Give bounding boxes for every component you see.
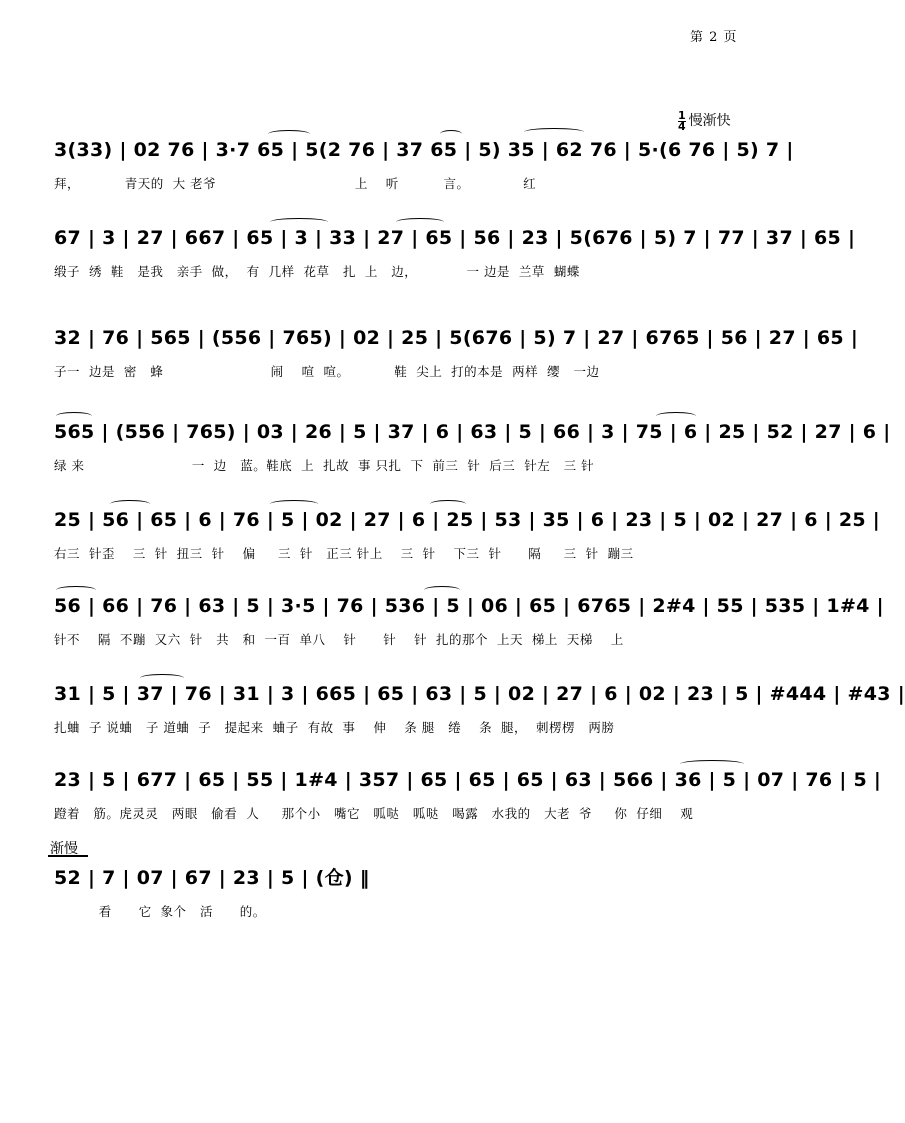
- page-number: 第 2 页: [690, 30, 738, 45]
- lyrics-row: 缎子 绣 鞋 是我 亲手 做， 有 几样 花草 扎 上 边， 一 边是 兰草 蝴蝶: [54, 264, 580, 279]
- score-line-1: [54, 138, 794, 192]
- score-line-2: [54, 226, 856, 280]
- notation-row: 32 | 76 | 565 | (556 | 765) | 02 | 25 | 5(676 | 5) 7 | 27 | 6765 | 56 | 27 | 65 |: [54, 327, 859, 349]
- slur-mark: [56, 586, 96, 594]
- notation-row: 31 | 5 | 37 | 76 | 31 | 3 | 665 | 65 | 63 | 5 | 02 | 27 | 6 | 02 | 23 | 5 | #444 | #43 |: [54, 683, 905, 705]
- tempo-change-label: 渐慢: [50, 841, 78, 857]
- slur-mark: [396, 218, 444, 226]
- tempo-marking: [678, 110, 731, 132]
- slur-mark: [268, 130, 310, 138]
- tempo-denominator: 4: [678, 119, 686, 133]
- slur-mark: [524, 128, 584, 136]
- score-line-6: [54, 594, 884, 648]
- score-line-9: [54, 866, 766, 920]
- lyrics-row: 拜， 青天的 大 老爷 上 听 言。 红: [54, 176, 537, 191]
- notation-row: 3(33) | 02 76 | 3·7 65 | 5(2 76 | 37 65 | 5) 35 | 62 76 | 5·(6 76 | 5) 7 |: [54, 139, 794, 161]
- slur-mark: [270, 218, 328, 226]
- slur-mark: [680, 760, 744, 768]
- notation-row: 565 | (556 | 765) | 03 | 26 | 5 | 37 | 6 | 63 | 5 | 66 | 3 | 75 | 6 | 25 | 52 | 27 | 6 |: [54, 421, 891, 443]
- slur-mark: [430, 500, 466, 508]
- slur-mark: [424, 586, 460, 594]
- lyrics-row: 蹬着 筋。虎灵灵 两眼 偷看 人 那个小 嘴它 呱哒 呱哒 喝露 水我的 大老 爷 你 仔细 观: [54, 806, 694, 821]
- notation-row: 52 | 7 | 07 | 67 | 23 | 5 | (仓) ‖: [54, 867, 370, 889]
- lyrics-row: 针不 隔 不蹦 又六 针 共 和 一百 单八 针 针 针 扎的那个 上天 梯上 天梯 上: [54, 632, 624, 647]
- notation-row: 56 | 66 | 76 | 63 | 5 | 3·5 | 76 | 536 | 5 | 06 | 65 | 6765 | 2#4 | 55 | 535 | 1#4 |: [54, 595, 884, 617]
- score-line-8: [54, 768, 882, 822]
- slur-mark: [656, 412, 696, 420]
- slur-mark: [270, 500, 318, 508]
- tempo-fraction: [678, 108, 686, 133]
- slur-mark: [440, 130, 462, 138]
- tie-line: [48, 855, 88, 857]
- slur-mark: [140, 674, 184, 682]
- slur-mark: [56, 412, 92, 420]
- notation-row: 67 | 3 | 27 | 667 | 65 | 3 | 33 | 27 | 65 | 56 | 23 | 5(676 | 5) 7 | 77 | 37 | 65 |: [54, 227, 856, 249]
- lyrics-row: 看 它 象个 活 的。: [54, 904, 266, 919]
- lyrics-row: 绿 来 一 边 蓝。鞋底 上 扎故 事 只扎 下 前三 针 后三 针左 三 针: [54, 458, 595, 473]
- score-line-5: [54, 508, 881, 562]
- score-line-7: [54, 682, 905, 736]
- lyrics-row: 右三 针歪 三 针 扭三 针 偏 三 针 正三 针上 三 针 下三 针 隔 三 针 蹦三: [54, 546, 634, 561]
- notation-row: 23 | 5 | 677 | 65 | 55 | 1#4 | 357 | 65 | 65 | 65 | 63 | 566 | 36 | 5 | 07 | 76 | 5 |: [54, 769, 882, 791]
- tempo-numerator: 1: [678, 108, 686, 122]
- slur-mark: [110, 500, 150, 508]
- score-line-4: [54, 420, 891, 474]
- lyrics-row: 扎蛐 子 说蛐 子 道蛐 子 提起来 蛐子 有故 事 伸 条 腿 绻 条 腿， 刺楞楞 两膀: [54, 720, 615, 735]
- notation-row: 25 | 56 | 65 | 6 | 76 | 5 | 02 | 27 | 6 | 25 | 53 | 35 | 6 | 23 | 5 | 02 | 27 | 6 | 25 |: [54, 509, 881, 531]
- tempo-label: 慢渐快: [688, 113, 731, 129]
- score-line-3: [54, 326, 859, 380]
- lyrics-row: 子一 边是 密 蜂 闹 喧 喧。 鞋 尖上 打的本是 两样 缨 一边: [54, 364, 600, 379]
